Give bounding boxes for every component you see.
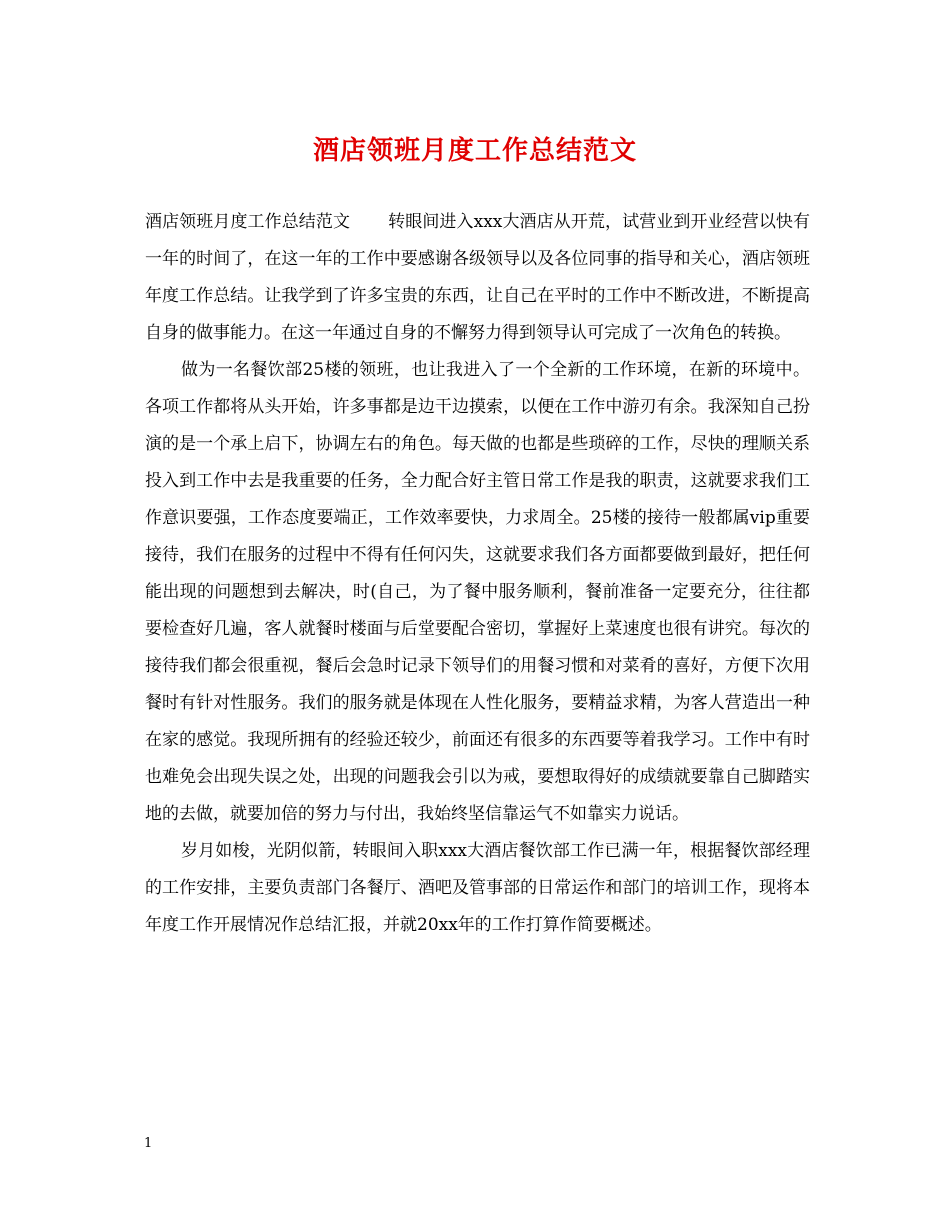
intro-label: 酒店领班月度工作总结范文: [145, 212, 351, 232]
document-body: [145, 204, 810, 944]
paragraph-2: 做为一名餐饮部25楼的领班，也让我进入了一个全新的工作环境，在新的环境中。各项工作都将从头开始，许多事都是边干边摸索，以便在工作中游刃有余。我深知自己扮演的是一个承上启下，协调左右的角色。每天做的也都是些琐碎的工作，尽快的理顺关系投入到工作中去是我重要的任务，全力配合好主管日常工作是我的职责，这就要求我们工作意识要强，工作态度要端正，工作效率要快，力求周全。25楼的接待一般都属vip重要接待，我们在服务的过程中不得有任何闪失，这就要求我们各方面都要做到最好，把任何能出现的问题想到去解决，时(自己，为了餐中服务顺利，餐前准备一定要充分，往往都要检查好几遍，客人就餐时楼面与后堂要配合密切，掌握好上菜速度也很有讲究。每次的接待我们都会很重视，餐后会急时记录下领导们的用餐习惯和对菜肴的喜好，方便下次用餐时有针对性服务。我们的服务就是体现在人性化服务，要精益求精，为客人营造出一种在家的感觉。我现所拥有的经验还较少，前面还有很多的东西要等着我学习。工作中有时也难免会出现失误之处，出现的问题我会引以为戒，要想取得好的成绩就要靠自己脚踏实地的去做，就要加倍的努力与付出，我始终坚信靠运气不如靠实力说话。: [145, 360, 810, 824]
page-number: 1: [144, 1136, 153, 1151]
paragraph-3: 岁月如梭，光阴似箭，转眼间入职xxx大酒店餐饮部工作已满一年，根据餐饮部经理的工作安排，主要负责部门各餐厅、酒吧及管事部的日常运作和部门的培训工作，现将本年度工作开展情况作总结汇报，并就20xx年的工作打算作简要概述。: [145, 841, 810, 935]
document-title: 酒店领班月度工作总结范文: [312, 136, 637, 166]
paragraph-intro: [145, 204, 810, 352]
paragraph-1-text: 转眼间进入xxx大酒店从开荒，试营业到开业经营以快有一年的时间了，在这一年的工作中要感谢各级领导以及各位同事的指导和关心，酒店领班年度工作总结。让我学到了许多宝贵的东西，让自己在平时的工作中不断改进，不断提高自身的做事能力。在这一年通过自身的不懈努力得到领导认可完成了一次角色的转换。: [145, 212, 810, 343]
